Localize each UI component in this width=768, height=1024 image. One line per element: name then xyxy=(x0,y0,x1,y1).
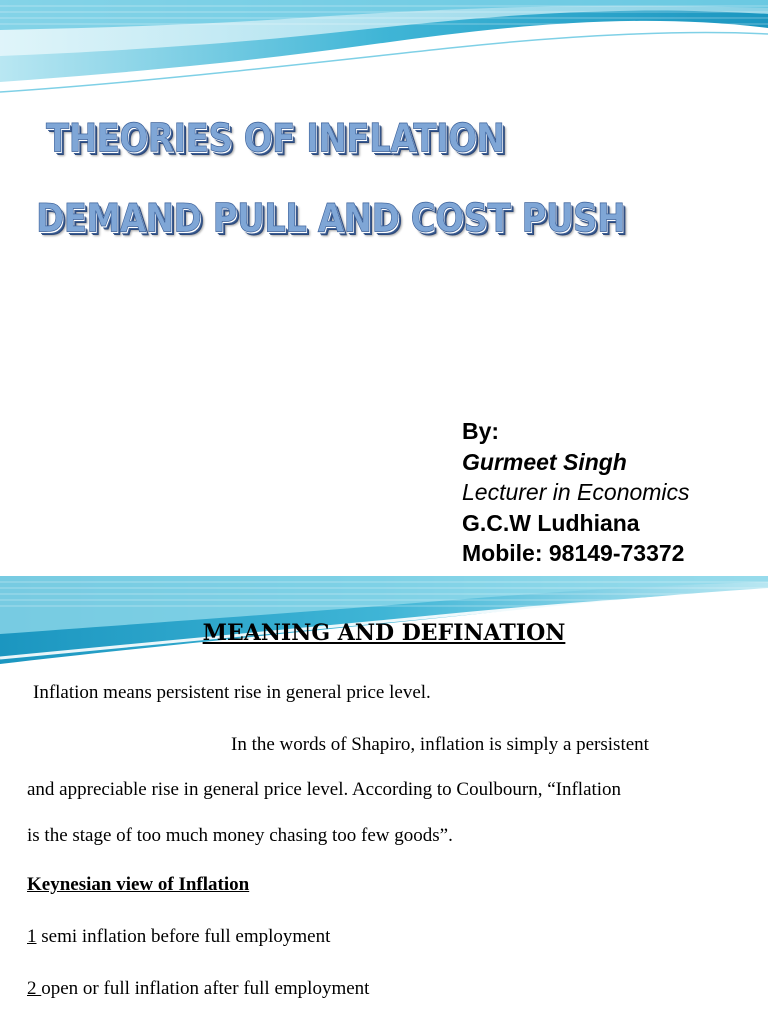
paragraph-1: Inflation means persistent rise in general price level. xyxy=(33,682,431,703)
slide-title-line-1: THEORIES OF INFLATION xyxy=(46,116,505,162)
by-label: By: xyxy=(462,418,500,444)
slide-title-line-2: DEMAND PULL AND COST PUSH xyxy=(36,196,625,242)
header-wave-decoration xyxy=(0,0,768,100)
paragraph-2-line-3: is the stage of too much money chasing too few goods”. xyxy=(27,825,453,846)
paragraph-2-line-1: In the words of Shapiro, inflation is simply a persistent xyxy=(231,734,649,755)
paragraph-2-line-2: and appreciable rise in general price level. According to Coulbourn, “Inflation xyxy=(27,779,622,800)
author-role: Lecturer in Economics xyxy=(462,479,690,505)
list-item-text: semi inflation before full employment xyxy=(36,926,331,947)
author-college: G.C.W Ludhiana xyxy=(462,509,640,536)
author-name: Gurmeet Singh xyxy=(462,448,627,475)
slide-heading: MEANING AND DEFINATION xyxy=(202,620,566,646)
author-mobile: Mobile: 98149-73372 xyxy=(462,540,685,566)
subheading: Keynesian view of Inflation xyxy=(27,874,250,895)
list-item-text: open or full inflation after full employment xyxy=(41,978,370,999)
list-item-number: 1 xyxy=(27,926,37,947)
list-item xyxy=(27,978,369,1000)
author-block xyxy=(462,416,690,569)
list-item-number: 2 xyxy=(27,978,42,999)
list-item xyxy=(27,926,330,948)
content-slide xyxy=(0,576,768,1024)
